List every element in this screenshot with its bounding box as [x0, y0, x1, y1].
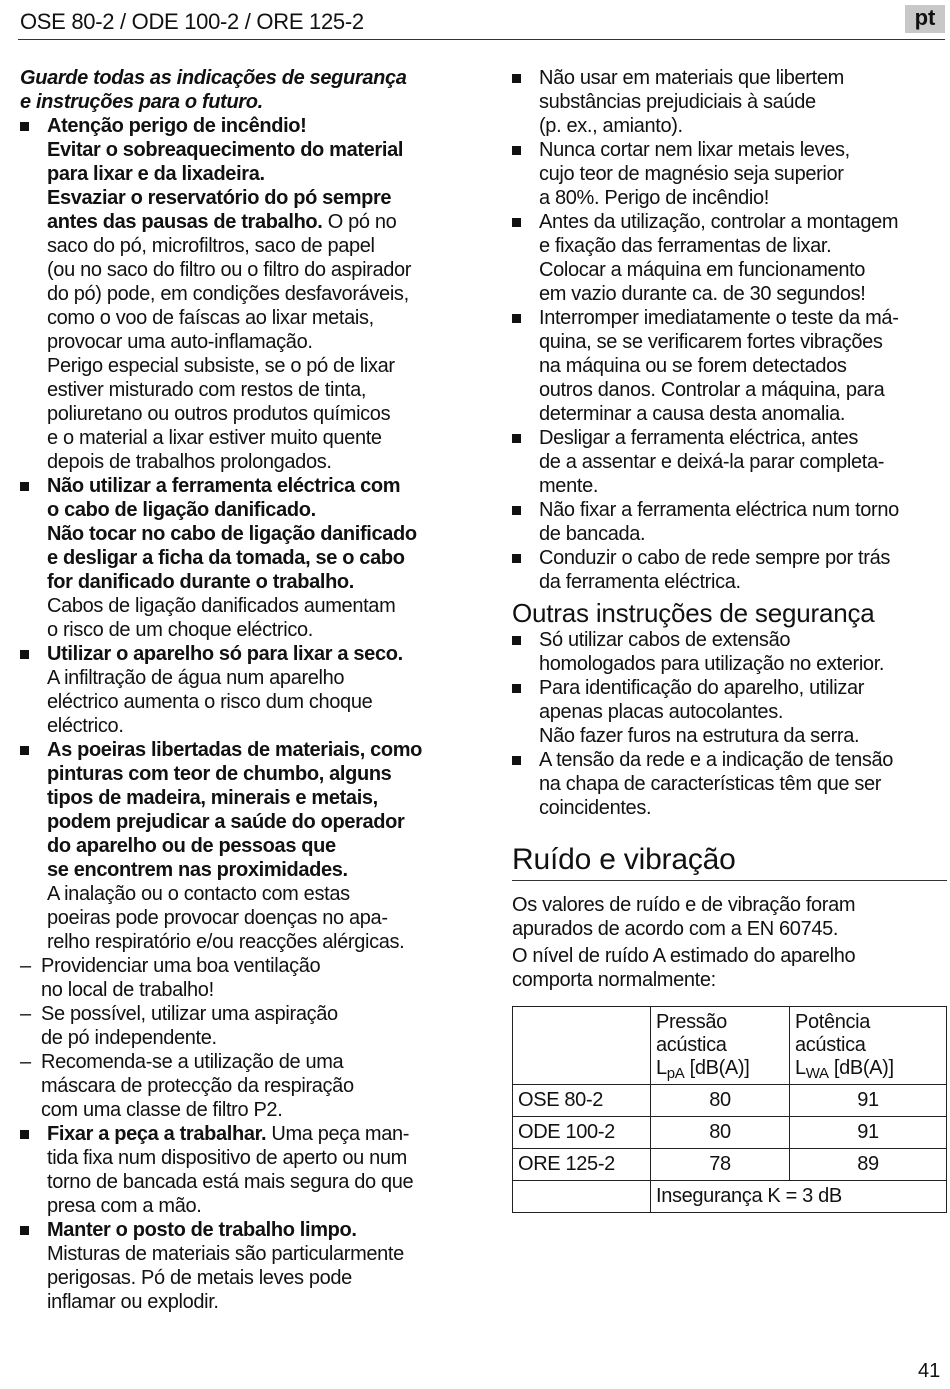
table-row: [513, 1149, 947, 1181]
bullet-square-icon: [20, 650, 29, 659]
bullet-item: [512, 498, 947, 546]
bullet-square-icon: [512, 146, 521, 155]
model-cell: ODE 100-2: [513, 1117, 651, 1149]
table-row: [513, 1117, 947, 1149]
bullet-text: A infiltração de água num aparelho eléctrico aumenta o risco dum choque eléctrico.: [47, 667, 373, 737]
table-header-cell: Pressão acústica $L_{pA}$ [dB(A)]: [651, 1007, 790, 1085]
bullet-bold-text: As poeiras libertadas de materiais, como pinturas com teor de chumbo, alguns tipos de madeira, minerais e metais, podem prejudicar a saúde do operador do aparelho ou de pessoas que se encontrem nas proximidades.: [47, 739, 423, 881]
bullet-item: [20, 642, 460, 738]
bullet-text: A inalação ou o contacto com estas poeiras pode provocar doenças no apa- relho respiratório e/ou reacções alérgicas.: [47, 883, 405, 953]
noise-paragraph-2: O nível de ruído A estimado do aparelho comporta normalmente:: [512, 945, 856, 991]
noise-table: [512, 1006, 947, 1213]
dash-icon: –: [20, 1003, 31, 1025]
model-cell: OSE 80-2: [513, 1085, 651, 1117]
bullet-item: [20, 474, 460, 642]
dash-item: [20, 954, 460, 1002]
bullet-item: [20, 1218, 460, 1314]
language-badge: pt: [905, 5, 945, 33]
bullet-text: Nunca cortar nem lixar metais leves, cujo teor de magnésio seja superior a 80%. Perigo de incêndio!: [539, 139, 850, 209]
header-divider: [18, 39, 945, 40]
value-cell: 80: [651, 1117, 790, 1149]
bullet-text: O pó no saco do pó, microfiltros, saco de papel (ou no saco do filtro ou o filtro do aspirador do pó) pode, em condições desfavoráveis, como o voo de faíscas ao lixar metais, provocar uma auto-inflamação. Perigo especial subsiste, se o pó de lixar estiver misturado com restos de tinta, poliuretano ou outros produtos químicos e o material a lixar estiver muito quente depois de trabalhos prolongados.: [47, 211, 412, 473]
dash-text: Se possível, utilizar uma aspiração de pó independente.: [41, 1003, 338, 1049]
value-cell: 91: [790, 1085, 947, 1117]
bullet-item: [512, 138, 947, 210]
bullet-item: [512, 66, 947, 138]
bullet-text: Conduzir o cabo de rede sempre por trás da ferramenta eléctrica.: [539, 547, 890, 593]
value-cell: 91: [790, 1117, 947, 1149]
bullet-text: Uma peça man- tida fixa num dispositivo de aperto ou num torno de bancada está mais segura do que presa com a mão.: [47, 1123, 414, 1217]
table-footer-row: [513, 1181, 947, 1213]
page-number: 41: [918, 1360, 941, 1382]
value-cell: 80: [651, 1085, 790, 1117]
bullet-item: [512, 306, 947, 426]
value-cell: 89: [790, 1149, 947, 1181]
bullet-square-icon: [512, 314, 521, 323]
bullet-text: Interromper imediatamente o teste da má- quina, se se verificarem fortes vibrações na máquina ou se forem detectados outros danos. Controlar a máquina, para determinar a causa desta anomalia.: [539, 307, 899, 425]
dash-item: [20, 1050, 460, 1122]
bullet-square-icon: [512, 554, 521, 563]
bullet-item: [512, 676, 947, 748]
safety-intro: Guarde todas as indicações de segurança e instruções para o futuro.: [20, 67, 407, 113]
table-corner-cell: [513, 1007, 651, 1085]
bullet-square-icon: [20, 746, 29, 755]
other-safety-heading: Outras instruções de segurança: [512, 598, 875, 628]
dash-text: Providenciar uma boa ventilação no local de trabalho!: [41, 955, 321, 1001]
bullet-item: [20, 1122, 460, 1218]
dash-icon: –: [20, 1051, 31, 1073]
bullet-item: [512, 210, 947, 306]
bullet-item: [20, 738, 460, 954]
table-header-cell: Potência acústica $L_{WA}$ [dB(A)]: [790, 1007, 947, 1085]
bullet-item: [20, 114, 460, 474]
left-column: [20, 66, 460, 1314]
bullet-text: Antes da utilização, controlar a montagem e fixação das ferramentas de lixar. Colocar a máquina em funcionamento em vazio durante ca. de 30 segundos!: [539, 211, 899, 305]
bullet-square-icon: [512, 636, 521, 645]
table-header-row: [513, 1007, 947, 1085]
bullet-text: Cabos de ligação danificados aumentam o risco de um choque eléctrico.: [47, 595, 396, 641]
noise-heading: Ruído e vibração: [512, 843, 736, 876]
bullet-item: [512, 748, 947, 820]
bullet-square-icon: [512, 434, 521, 443]
dash-icon: –: [20, 955, 31, 977]
bullet-item: [512, 546, 947, 594]
bullet-square-icon: [512, 684, 521, 693]
uncertainty-note: Insegurança K = 3 dB: [651, 1181, 947, 1213]
bullet-square-icon: [20, 1226, 29, 1235]
bullet-square-icon: [20, 482, 29, 491]
noise-paragraph-1: Os valores de ruído e de vibração foram apurados de acordo com a EN 60745.: [512, 894, 856, 940]
bullet-bold-text: Fixar a peça a trabalhar.: [47, 1123, 267, 1145]
bullet-item: [512, 628, 947, 676]
bullet-text: Não usar em materiais que libertem substâncias prejudiciais à saúde (p. ex., amianto).: [539, 67, 844, 137]
document-title: OSE 80-2 / ODE 100-2 / ORE 125-2: [20, 9, 364, 34]
bullet-text: A tensão da rede e a indicação de tensão na chapa de características têm que ser coincidentes.: [539, 749, 894, 819]
bullet-square-icon: [20, 1130, 29, 1139]
bullet-text: Para identificação do aparelho, utilizar apenas placas autocolantes. Não fazer furos na estrutura da serra.: [539, 677, 865, 747]
heading-rule: [512, 880, 947, 881]
model-cell: ORE 125-2: [513, 1149, 651, 1181]
right-column: [512, 66, 947, 1213]
bullet-text: Só utilizar cabos de extensão homologados para utilização no exterior.: [539, 629, 885, 675]
bullet-square-icon: [512, 74, 521, 83]
bullet-bold-text: Não utilizar a ferramenta eléctrica com o cabo de ligação danificado. Não tocar no cabo de ligação danificado e desligar a ficha da tomada, se o cabo for danificado durante o trabalho.: [47, 475, 417, 593]
bullet-square-icon: [512, 756, 521, 765]
bullet-bold-text: Utilizar o aparelho só para lixar a seco.: [47, 643, 403, 665]
bullet-bold-text: Atenção perigo de incêndio! Evitar o sobreaquecimento do material para lixar e da lixadeira. Esvaziar o reservatório do pó sempre antes das pausas de trabalho.: [47, 115, 404, 233]
bullet-bold-text: Manter o posto de trabalho limpo.: [47, 1219, 357, 1241]
bullet-text: Desligar a ferramenta eléctrica, antes de a assentar e deixá-la parar completa- mente.: [539, 427, 885, 497]
dash-text: Recomenda-se a utilização de uma máscara de protecção da respiração com uma classe de filtro P2.: [41, 1051, 354, 1121]
bullet-square-icon: [512, 218, 521, 227]
table-row: [513, 1085, 947, 1117]
dash-item: [20, 1002, 460, 1050]
bullet-square-icon: [512, 506, 521, 515]
bullet-text: Misturas de materiais são particularmente perigosas. Pó de metais leves pode inflamar ou explodir.: [47, 1243, 404, 1313]
bullet-item: [512, 426, 947, 498]
bullet-text: Não fixar a ferramenta eléctrica num torno de bancada.: [539, 499, 899, 545]
bullet-square-icon: [20, 122, 29, 131]
value-cell: 78: [651, 1149, 790, 1181]
